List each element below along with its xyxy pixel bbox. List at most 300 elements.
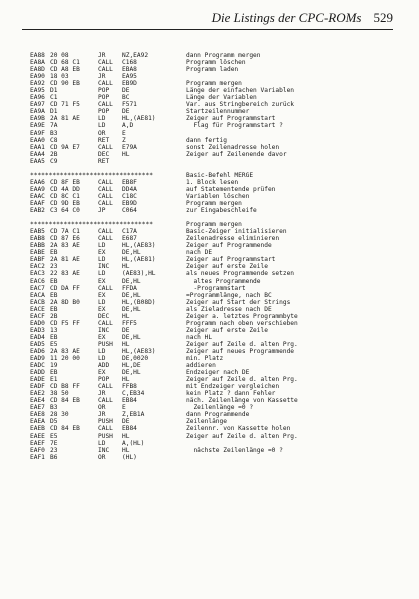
opcode-bytes: EB (50, 333, 58, 341)
opcode-bytes: CD 84 EB (50, 425, 80, 433)
comment: Basic-Zeiger initialisieren (186, 228, 287, 236)
mnemonic: EX (98, 305, 106, 313)
comment: dann fertig (186, 136, 227, 144)
mnemonic: CALL (98, 235, 113, 243)
listing-row (30, 151, 399, 158)
address: EAC6 (30, 277, 45, 285)
listing-row (30, 122, 399, 129)
address: EA90 (30, 73, 45, 81)
opcode-bytes: D5 (50, 418, 58, 426)
comment: Zeiger auf Start der Strings (186, 298, 291, 306)
opcode-bytes: E5 (50, 432, 58, 440)
mnemonic: CALL (98, 425, 113, 433)
listing-row (30, 165, 399, 172)
address: EAF1 (30, 453, 45, 461)
section-separator (30, 221, 399, 228)
listing-row (30, 52, 399, 59)
address: EAB2 (30, 207, 45, 215)
operand: (AE83),HL (122, 270, 156, 278)
listing-row (30, 137, 399, 144)
comment: nach HL (186, 333, 213, 341)
address: EA92 (30, 80, 45, 88)
opcode-bytes: 22 83 AE (50, 270, 80, 278)
mnemonic: LD (98, 115, 106, 123)
mnemonic: LD (98, 298, 106, 306)
comment: Zeiger auf Zeilenende davor (186, 150, 287, 158)
address: EAA1 (30, 143, 45, 151)
opcode-bytes: 13 (50, 326, 58, 334)
mnemonic: POP (98, 376, 110, 384)
operand: A,(HL) (122, 439, 145, 447)
comment: näch. Zeilenlänge von Kassette (186, 397, 298, 405)
opcode-bytes: CD 68 C1 (50, 59, 80, 67)
comment: Zeiger auf Programmstart (186, 256, 276, 264)
listing-row (30, 207, 399, 214)
address: EAA5 (30, 157, 45, 165)
operand: HL (122, 376, 130, 384)
opcode-bytes: 7E (50, 439, 58, 447)
listing-row (30, 433, 399, 440)
comment: Basic-Befehl MERGE (186, 171, 254, 179)
operand: HL,(AE83) (122, 347, 156, 355)
mnemonic: CALL (98, 284, 113, 292)
listing-row (30, 292, 399, 299)
opcode-bytes: 2A 81 AE (50, 256, 80, 264)
address: EAC7 (30, 284, 45, 292)
opcode-bytes: 2B (50, 312, 58, 320)
opcode-bytes: CD F5 FF (50, 319, 80, 327)
comment: Zeiger auf Zeile d. alten Prg. (186, 376, 298, 384)
operand: DE,HL (122, 277, 141, 285)
address: EA97 (30, 101, 45, 109)
address: EAE7 (30, 404, 45, 412)
mnemonic: POP (98, 87, 110, 95)
operand: EA95 (122, 73, 137, 81)
mnemonic: CALL (98, 66, 113, 74)
comment: Zeilenadresse eliminieren (186, 235, 280, 243)
mnemonic: CALL (98, 59, 113, 67)
listing-row (30, 158, 399, 165)
listing-row (30, 362, 399, 369)
address: EAD9 (30, 355, 45, 363)
listing-row (30, 235, 399, 242)
mnemonic: LD (98, 122, 106, 130)
address: EAB8 (30, 235, 45, 243)
page-header (22, 10, 393, 30)
operand: DE (122, 326, 130, 334)
opcode-bytes: E1 (50, 376, 58, 384)
comment: auf Statementende prüfen (186, 185, 276, 193)
mnemonic: EX (98, 291, 106, 299)
mnemonic: CALL (98, 192, 113, 200)
address: EAD5 (30, 340, 45, 348)
operand: EB9D (122, 199, 137, 207)
operand: DE,HL (122, 305, 141, 313)
listing-row (30, 411, 399, 418)
address: EAA9 (30, 185, 45, 193)
mnemonic: CALL (98, 397, 113, 405)
opcode-bytes: CD 87 E6 (50, 235, 80, 243)
operand: DE,HL (122, 369, 141, 377)
mnemonic: INC (98, 326, 110, 334)
address: EADF (30, 383, 45, 391)
comment: 1. Block lesen (186, 178, 239, 186)
opcode-bytes: B3 (50, 129, 58, 137)
listing-row (30, 440, 399, 447)
mnemonic: CALL (98, 178, 113, 186)
listing-row (30, 376, 399, 383)
operand: HL (122, 150, 130, 158)
opcode-bytes: CD 9D EB (50, 199, 80, 207)
opcode-bytes: 18 03 (50, 73, 69, 81)
mnemonic: CALL (98, 101, 113, 109)
listing-row (30, 306, 399, 313)
address: EAF0 (30, 446, 45, 454)
listing-row (30, 179, 399, 186)
address: EAEB (30, 425, 45, 433)
listing-row (30, 390, 399, 397)
address: EAE4 (30, 397, 45, 405)
operand: HL (122, 432, 130, 440)
listing-row (30, 249, 399, 256)
opcode-bytes: CD 7A C1 (50, 228, 80, 236)
opcode-bytes: 2A 83 AE (50, 347, 80, 355)
address: EA8A (30, 59, 45, 67)
address: EAEE (30, 432, 45, 440)
listing-row (30, 87, 399, 94)
address: EADD (30, 369, 45, 377)
listing-row (30, 214, 399, 221)
operand: C,EB34 (122, 390, 145, 398)
operand: DE,HL (122, 249, 141, 257)
listing-row (30, 242, 399, 249)
opcode-bytes: CD 84 EB (50, 397, 80, 405)
mnemonic: CALL (98, 199, 113, 207)
comment: Variablen löschen (186, 192, 250, 200)
listing-row (30, 66, 399, 73)
listing-row (30, 200, 399, 207)
listing-row (30, 94, 399, 101)
comment: Programm laden (186, 66, 239, 74)
operand: EBA8 (122, 66, 137, 74)
listing-row (30, 447, 399, 454)
listing-row (30, 101, 399, 108)
address: EABB (30, 242, 45, 250)
comment: als Zieladresse nach DE (186, 305, 272, 313)
mnemonic: LD (98, 242, 106, 250)
opcode-bytes: C9 (50, 157, 58, 165)
opcode-bytes: CD 4A DD (50, 185, 80, 193)
opcode-bytes: C3 64 C0 (50, 207, 80, 215)
operand: HL (122, 312, 130, 320)
operand: HL,DE (122, 362, 141, 370)
operand: HL,(AE83) (122, 242, 156, 250)
opcode-bytes: C1 (50, 94, 58, 102)
opcode-bytes: 19 (50, 362, 58, 370)
listing-row (30, 278, 399, 285)
address: EAD3 (30, 326, 45, 334)
operand: DE,0020 (122, 355, 149, 363)
address: EAEF (30, 439, 45, 447)
comment: Startzeilennummer (186, 108, 250, 116)
operand: DE,HL (122, 333, 141, 341)
listing-row (30, 108, 399, 115)
address: EA88 (30, 52, 45, 59)
address: EAEA (30, 418, 45, 426)
opcode-bytes: B3 (50, 404, 58, 412)
listing-row (30, 144, 399, 151)
mnemonic: RET (98, 136, 110, 144)
operand: HL,(AE81) (122, 256, 156, 264)
mnemonic: JR (98, 411, 106, 419)
listing-row (30, 115, 399, 122)
listing-row (30, 425, 399, 432)
listing-row (30, 73, 399, 80)
address: EAE8 (30, 411, 45, 419)
opcode-bytes: 38 50 (50, 390, 69, 398)
comment: Programm mergen (186, 80, 242, 88)
comment: zur Eingabeschleife (186, 207, 257, 215)
operand: C064 (122, 207, 137, 215)
opcode-bytes: 28 30 (50, 411, 69, 419)
mnemonic: CALL (98, 319, 113, 327)
listing-row (30, 186, 399, 193)
operand: (HL) (122, 453, 137, 461)
mnemonic: RET (98, 157, 110, 165)
comment: Länge der einfachen Variablen (186, 87, 295, 95)
comment: Zeiger auf erste Zeile (186, 263, 268, 271)
listing-row (30, 383, 399, 390)
comment: Programm mergen (186, 221, 242, 229)
opcode-bytes: D1 (50, 87, 58, 95)
address: EA95 (30, 87, 45, 95)
operand: DE (122, 87, 130, 95)
page-number: 529 (373, 10, 393, 25)
mnemonic: EX (98, 333, 106, 341)
mnemonic: EX (98, 369, 106, 377)
comment: Flag für Programmstart ? (186, 122, 283, 130)
mnemonic: EX (98, 249, 106, 257)
opcode-bytes: CD 8F EB (50, 178, 80, 186)
address: EAC2 (30, 263, 45, 271)
comment: Zeiger auf Zeile d. alten Prg. (186, 432, 298, 440)
opcode-bytes: 2A 8D B0 (50, 298, 80, 306)
mnemonic: OR (98, 129, 106, 137)
mnemonic: CALL (98, 383, 113, 391)
address: EACE (30, 305, 45, 313)
listing-row (30, 228, 399, 235)
mnemonic: JP (98, 207, 106, 215)
listing-row (30, 59, 399, 66)
address: EAD0 (30, 319, 45, 327)
address: EA9E (30, 122, 45, 130)
opcode-bytes: 23 (50, 446, 58, 454)
address: EA9B (30, 115, 45, 123)
mnemonic: LD (98, 439, 106, 447)
mnemonic: INC (98, 446, 110, 454)
operand: EB9D (122, 80, 137, 88)
address: EAD6 (30, 347, 45, 355)
address: EAA6 (30, 178, 45, 186)
comment: als neues Programmende setzen (186, 270, 295, 278)
opcode-bytes: CD 90 EB (50, 80, 80, 88)
mnemonic: JR (98, 73, 106, 81)
opcode-bytes: D1 (50, 108, 58, 116)
operand: EB84 (122, 397, 137, 405)
opcode-bytes: EB (50, 305, 58, 313)
mnemonic: DEC (98, 150, 110, 158)
mnemonic: DEC (98, 312, 110, 320)
mnemonic: OR (98, 404, 106, 412)
address: EAB5 (30, 228, 45, 236)
section-separator (30, 172, 399, 179)
listing-row (30, 130, 399, 137)
mnemonic: PUSH (98, 432, 113, 440)
opcode-bytes: E5 (50, 340, 58, 348)
mnemonic: POP (98, 108, 110, 116)
opcode-bytes: 2A 81 AE (50, 115, 80, 123)
mnemonic: JR (98, 52, 106, 59)
address: EAD4 (30, 333, 45, 341)
comment: dann Programmende (186, 411, 250, 419)
listing-row (30, 355, 399, 362)
address: EABF (30, 256, 45, 264)
mnemonic: CALL (98, 143, 113, 151)
operand: F571 (122, 101, 137, 109)
operand: EB84 (122, 425, 137, 433)
comment: dann Programm mergen (186, 52, 261, 59)
comment: Programm mergen (186, 199, 242, 207)
address: EACA (30, 291, 45, 299)
opcode-bytes: 7A (50, 122, 58, 130)
comment: Zeiger a. letztes Programmbyte (186, 312, 298, 320)
comment: min. Platz (186, 355, 224, 363)
operand: HL (122, 340, 130, 348)
operand: E79A (122, 143, 137, 151)
opcode-bytes: CD 8C C1 (50, 192, 80, 200)
opcode-bytes: EB (50, 277, 58, 285)
address: EAA0 (30, 136, 45, 144)
operand: HL,(AE81) (122, 115, 156, 123)
comment: Zeiger auf Programmstart (186, 115, 276, 123)
operand: DE,HL (122, 291, 141, 299)
comment: addieren (186, 362, 216, 370)
opcode-bytes: EB (50, 249, 58, 257)
page-title: Die Listings der CPC-ROMs (211, 10, 362, 25)
opcode-bytes: CD DA FF (50, 284, 80, 292)
operand: HL (122, 446, 130, 454)
comment: -Programmstart (186, 284, 246, 292)
opcode-bytes: ********************************* (30, 171, 153, 179)
comment: nächste Zeilenlänge =0 ? (186, 446, 283, 454)
operand: FFDA (122, 284, 137, 292)
comment: Programm löschen (186, 59, 246, 67)
comment: Var. aus Stringbereich zurück (186, 101, 295, 109)
listing-row (30, 285, 399, 292)
comment: altes Programmende (186, 277, 261, 285)
address: EAC3 (30, 270, 45, 278)
listing-row (30, 418, 399, 425)
listing-row (30, 334, 399, 341)
mnemonic: OR (98, 453, 106, 461)
listing-row (30, 299, 399, 306)
listing-row (30, 270, 399, 277)
opcode-bytes: 2A 83 AE (50, 242, 80, 250)
listing-row (30, 397, 399, 404)
address: EA96 (30, 94, 45, 102)
address: EAE2 (30, 390, 45, 398)
listing-row (30, 341, 399, 348)
operand: Z (122, 136, 126, 144)
operand: DE (122, 108, 130, 116)
operand: FFB8 (122, 383, 137, 391)
comment: Zeilennr. von Kassette holen (186, 425, 291, 433)
address: EAAC (30, 192, 45, 200)
mnemonic: LD (98, 256, 106, 264)
opcode-bytes: C8 (50, 136, 58, 144)
comment: Zeilenlänge (186, 418, 227, 426)
opcode-bytes: 20 08 (50, 52, 69, 59)
comment: Programm nach oben verschieben (186, 319, 298, 327)
mnemonic: PUSH (98, 340, 113, 348)
comment: mit Endzeiger vergleichen (186, 383, 280, 391)
opcode-bytes: 23 (50, 263, 58, 271)
address: EA9A (30, 108, 45, 116)
opcode-bytes: EB (50, 369, 58, 377)
assembly-listing (30, 52, 399, 461)
address: EADE (30, 376, 45, 384)
listing-row (30, 320, 399, 327)
listing-row (30, 404, 399, 411)
opcode-bytes: CD 9A E7 (50, 143, 80, 151)
address: EADC (30, 362, 45, 370)
operand: HL (122, 263, 130, 271)
comment: Länge der Variablen (186, 94, 257, 102)
comment: Endzeiger nach DE (186, 369, 250, 377)
address: EA8D (30, 66, 45, 74)
comment: =Programmlänge, nach BC (186, 291, 272, 299)
comment: nach DE (186, 249, 213, 257)
comment: Zeiger auf neues Programmende (186, 347, 295, 355)
opcode-bytes: 2B (50, 150, 58, 158)
listing-row (30, 256, 399, 263)
address: EAAF (30, 199, 45, 207)
listing-row (30, 313, 399, 320)
opcode-bytes: B6 (50, 453, 58, 461)
listing-row (30, 348, 399, 355)
address: EA9F (30, 129, 45, 137)
address: EACB (30, 298, 45, 306)
address: EACF (30, 312, 45, 320)
opcode-bytes: 11 20 00 (50, 355, 80, 363)
listing-row (30, 327, 399, 334)
mnemonic: CALL (98, 185, 113, 193)
mnemonic: JR (98, 390, 106, 398)
operand: BC (122, 94, 130, 102)
listing-row (30, 80, 399, 87)
operand: HL,(B08D) (122, 298, 156, 306)
operand: Z,EB1A (122, 411, 145, 419)
mnemonic: CALL (98, 228, 113, 236)
comment: sonst Zeilenadresse holen (186, 143, 280, 151)
operand: E687 (122, 235, 137, 243)
mnemonic: POP (98, 94, 110, 102)
listing-row (30, 263, 399, 270)
operand: FFF5 (122, 319, 137, 327)
opcode-bytes: CD B8 FF (50, 383, 80, 391)
opcode-bytes: CD 71 F5 (50, 101, 80, 109)
comment: Zeiger auf erste Zeile (186, 326, 268, 334)
